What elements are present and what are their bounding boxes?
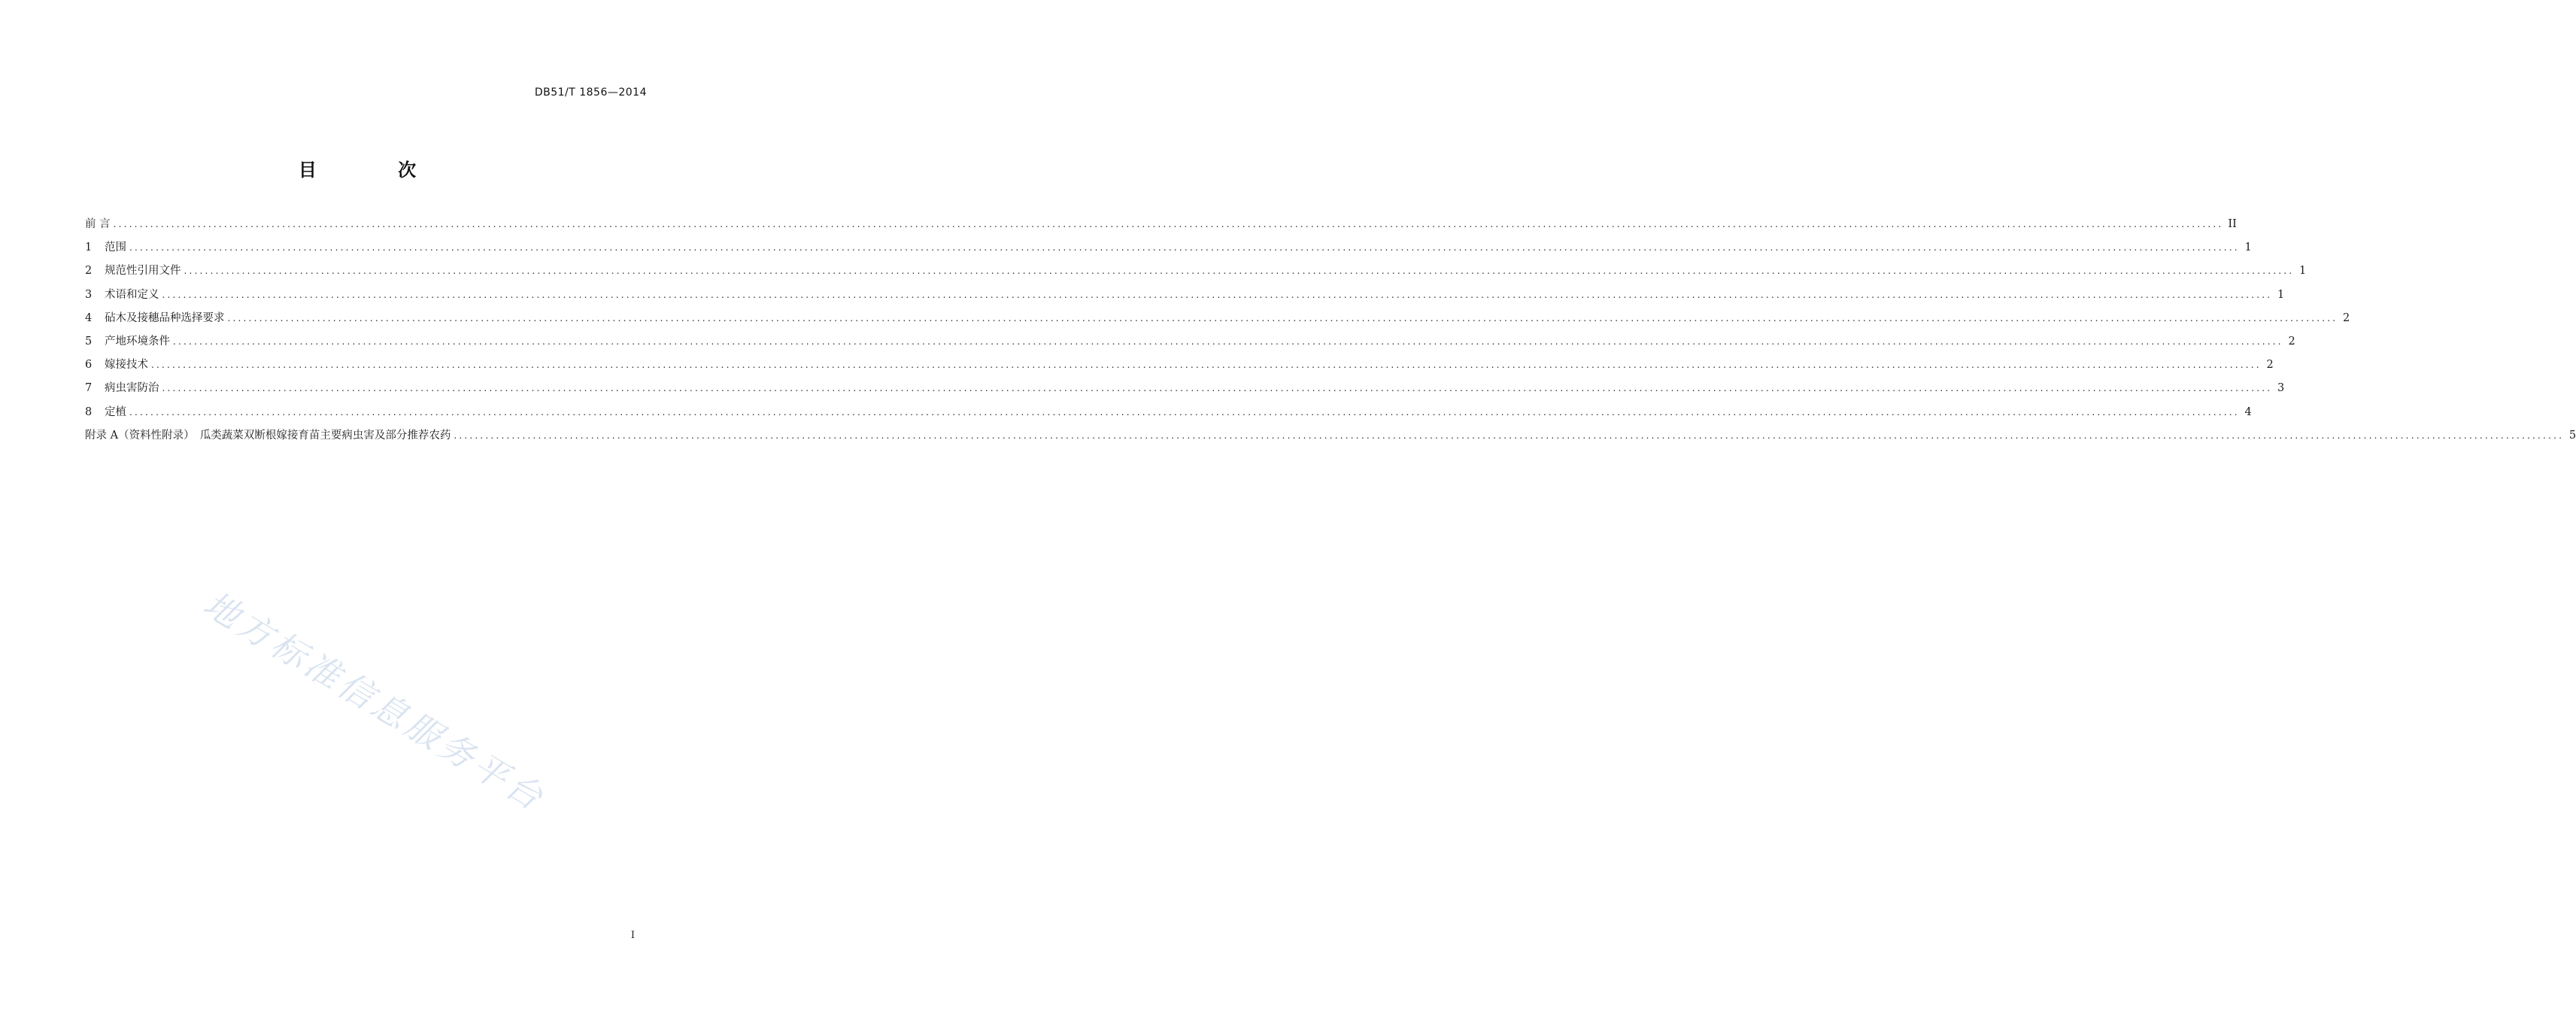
toc-entry-number: 2	[85, 265, 93, 278]
watermark: 地方标准信息服务平台	[196, 583, 554, 820]
toc-entry-page: 1	[2299, 265, 2307, 278]
toc-dot-leader: ................................................................................................................................................................................................................................................................................................................................................................................................................	[184, 266, 2295, 277]
toc-dot-leader: ................................................................................................................................................................................................................................................................................................................................................................................................................	[454, 430, 2565, 441]
page-title: 目 次	[298, 159, 454, 181]
toc-entry-page: 2	[2266, 359, 2274, 372]
toc-entry-label: 规范性引用文件	[105, 265, 181, 278]
toc-dot-leader: ................................................................................................................................................................................................................................................................................................................................................................................................................	[129, 242, 2240, 254]
toc-entry-number: 6	[85, 359, 93, 372]
page-number: I	[630, 930, 635, 941]
toc-entry-page: 1	[2277, 288, 2285, 301]
toc-entry[interactable]	[85, 309, 2350, 332]
toc-entry-label: 砧木及接穗品种选择要求	[105, 311, 225, 324]
toc-entry-label: 病虫害防治	[105, 382, 159, 395]
toc-entry-number: 3	[85, 288, 93, 301]
toc-entry-number: 8	[85, 405, 93, 418]
toc-dot-leader: ................................................................................................................................................................................................................................................................................................................................................................................................................	[227, 312, 2338, 323]
toc-entry[interactable]	[85, 356, 2274, 379]
toc-entry-number: 1	[85, 241, 93, 254]
toc-entry-page: 4	[2244, 405, 2252, 418]
toc-entry-number: 7	[85, 382, 93, 395]
toc-entry-label: 范围	[105, 241, 126, 254]
toc-entry-label: 产地环境条件	[105, 335, 170, 348]
toc-entry-page: 3	[2277, 382, 2285, 395]
toc-entry-label: 附录 A（资料性附录） 瓜类蔬菜双断根嫁接育苗主要病虫害及部分推荐农药	[85, 429, 451, 442]
toc-dot-leader: ................................................................................................................................................................................................................................................................................................................................................................................................................	[129, 406, 2240, 417]
toc-entry-label: 前 言	[85, 218, 111, 230]
toc-entry-page: 2	[2288, 335, 2295, 348]
standard-code: DB51/T 1856—2014	[534, 87, 647, 99]
toc-entry[interactable]	[85, 427, 2576, 450]
toc-entry[interactable]	[85, 238, 2252, 262]
toc-entry-number: 5	[85, 335, 93, 348]
toc-dot-leader: ................................................................................................................................................................................................................................................................................................................................................................................................................	[173, 335, 2283, 347]
toc-entry[interactable]	[85, 379, 2285, 402]
toc-dot-leader: ................................................................................................................................................................................................................................................................................................................................................................................................................	[151, 360, 2262, 371]
toc-entry-label: 定植	[105, 405, 126, 418]
toc-entry-page: 1	[2244, 241, 2252, 254]
toc-entry-number: 4	[85, 311, 93, 324]
toc-entry-label: 术语和定义	[105, 288, 159, 301]
toc-dot-leader: ................................................................................................................................................................................................................................................................................................................................................................................................................	[162, 383, 2273, 394]
toc-dot-leader: ................................................................................................................................................................................................................................................................................................................................................................................................................	[113, 219, 2224, 229]
toc-entry[interactable]	[85, 332, 2295, 356]
toc-entry[interactable]	[85, 403, 2252, 427]
toc-entry-page: 2	[2343, 311, 2350, 324]
toc-dot-leader: ................................................................................................................................................................................................................................................................................................................................................................................................................	[162, 289, 2273, 300]
toc-entry-page: 5	[2568, 429, 2576, 442]
toc-entry[interactable]	[85, 286, 2285, 309]
toc-entry-label: 嫁接技术	[105, 359, 148, 372]
toc-entry[interactable]	[85, 215, 2237, 238]
table-of-contents	[85, 215, 2576, 450]
toc-entry-page: II	[2228, 218, 2237, 230]
toc-entry[interactable]	[85, 262, 2307, 285]
